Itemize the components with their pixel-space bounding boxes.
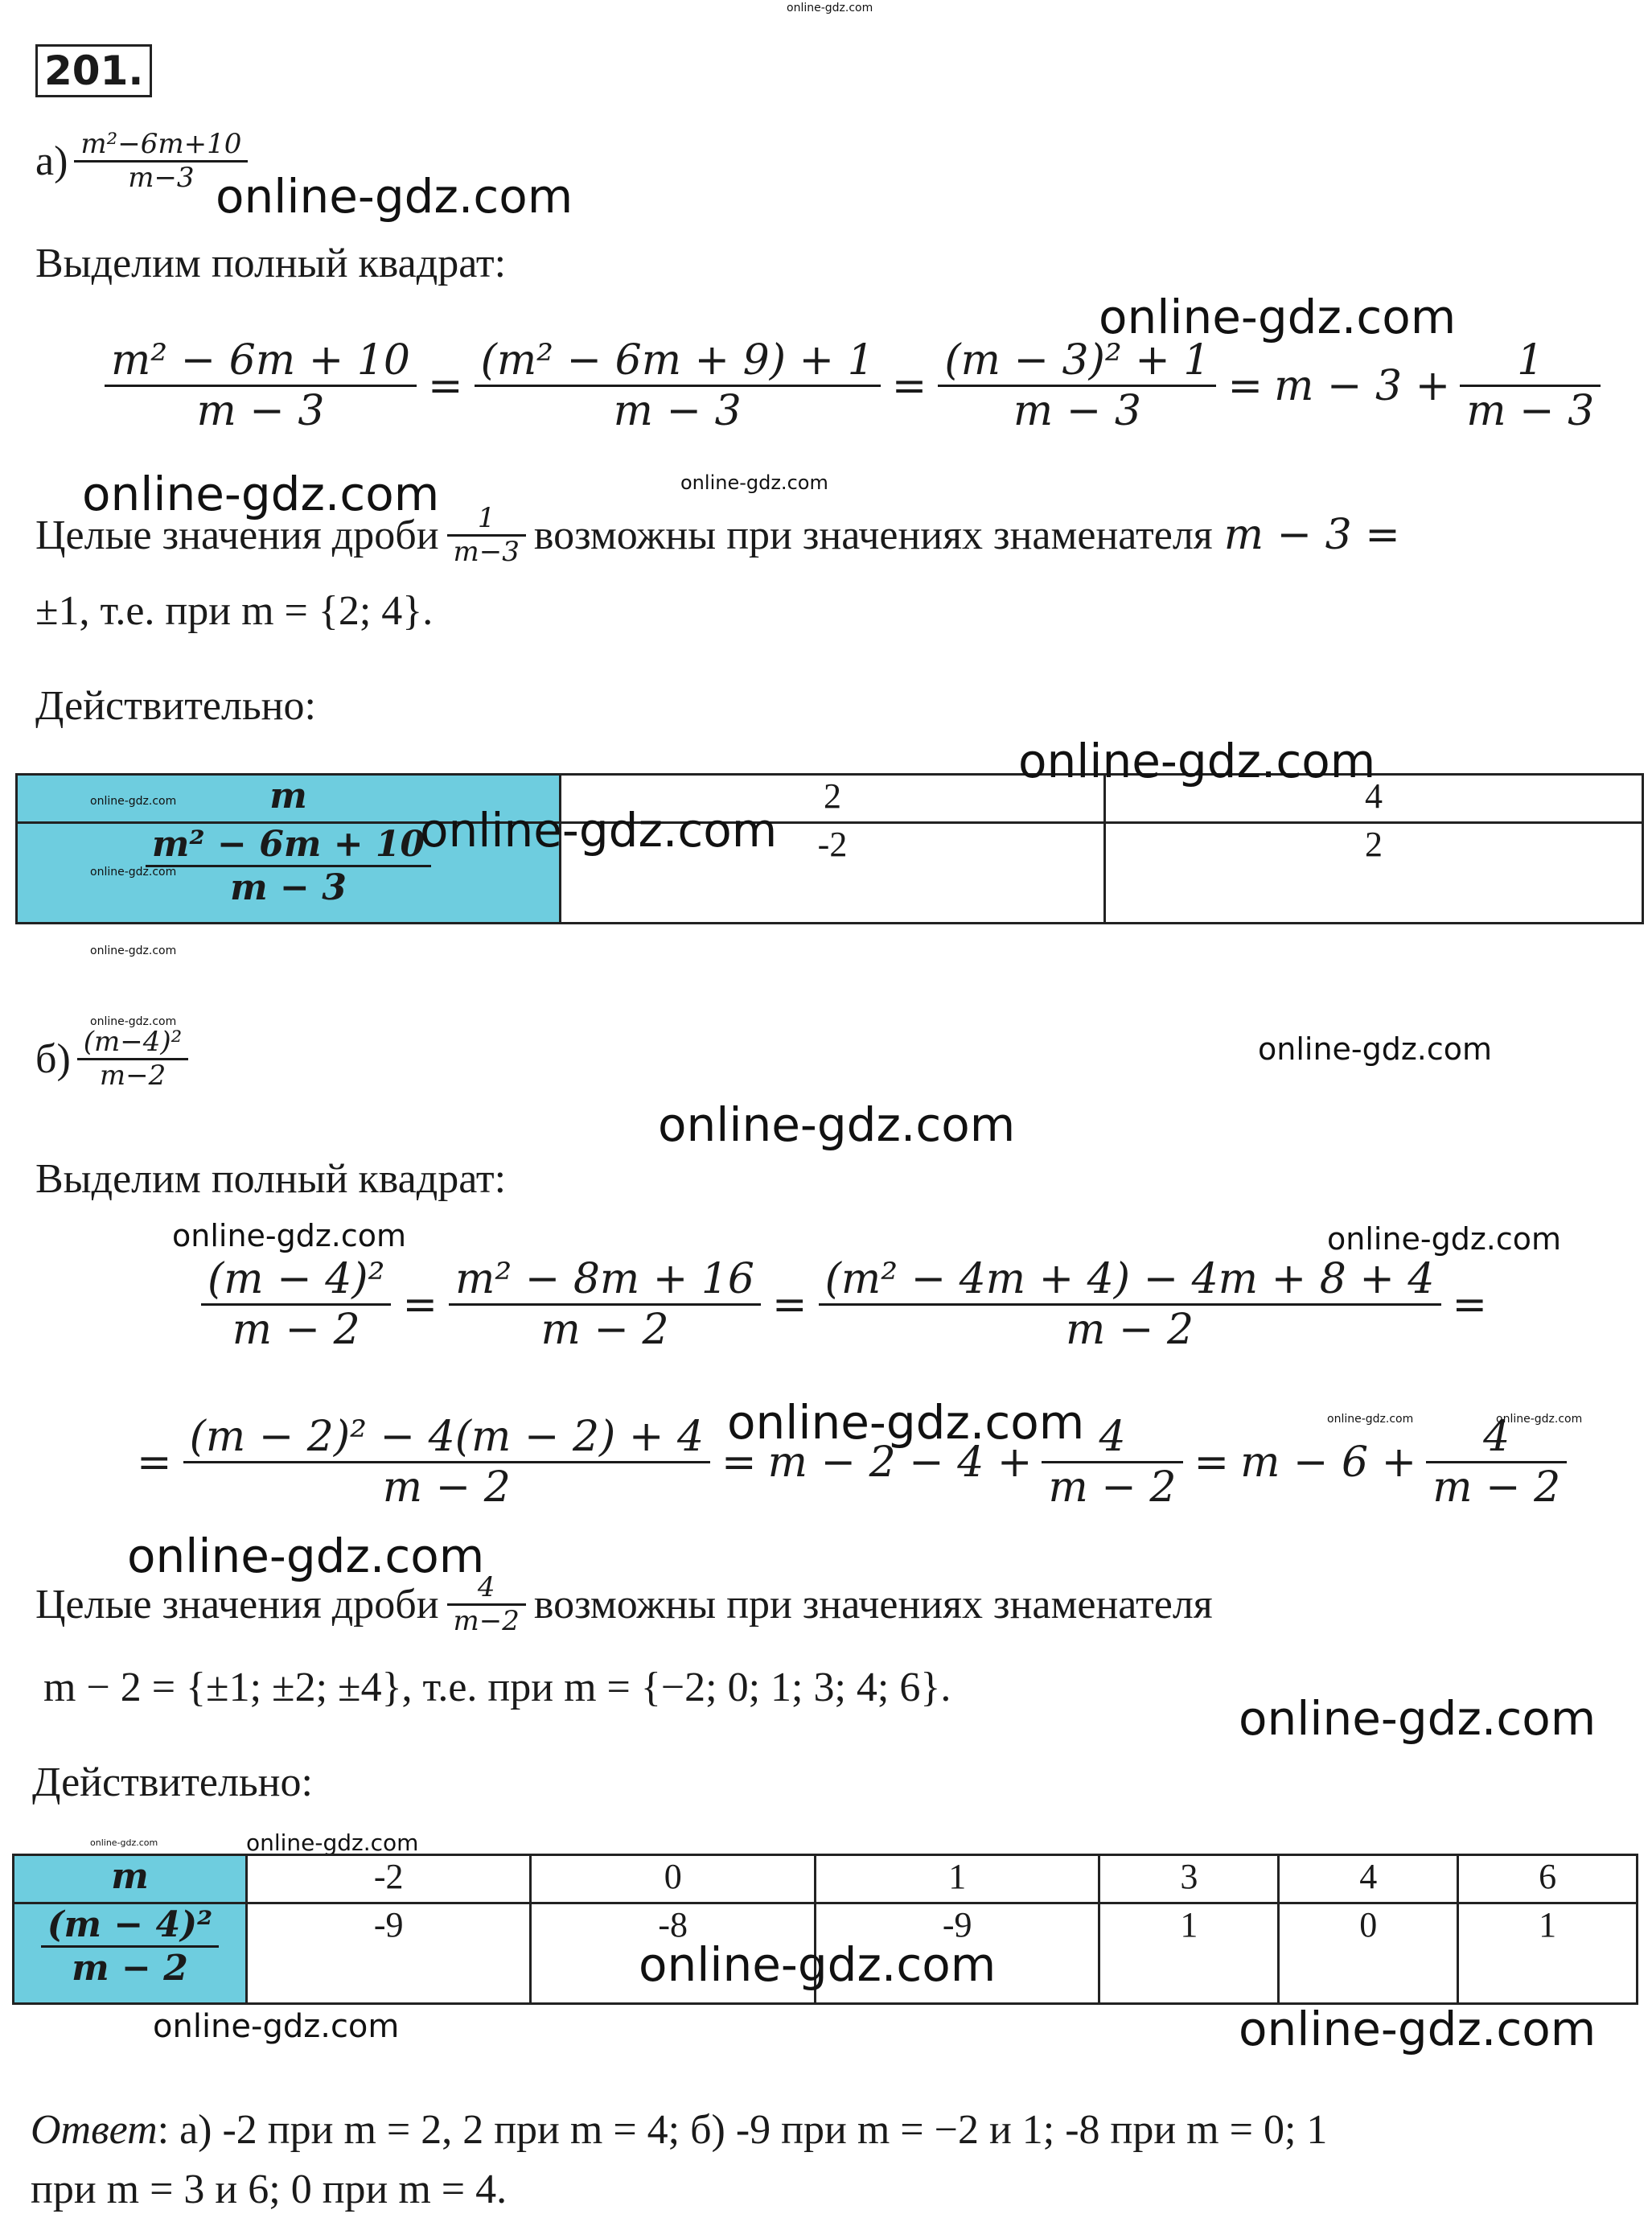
table-cell: 0 xyxy=(1279,1903,1458,2004)
table-cell: 2 xyxy=(1105,823,1643,924)
fraction-denominator: m − 3 xyxy=(196,387,325,435)
part-b-integer-text xyxy=(35,1572,1213,1637)
table-header-m: m xyxy=(14,1855,247,1903)
fraction-numerator: (m − 4)² xyxy=(201,1255,391,1306)
equation-term: m − 3 + xyxy=(1274,361,1451,410)
watermark: online-gdz.com xyxy=(90,1837,158,1848)
fraction-denominator: m − 2 xyxy=(540,1306,669,1354)
part-a-step-text: Выделим полный квадрат: xyxy=(35,241,507,286)
fraction-numerator: (m − 4)² xyxy=(41,1904,220,1948)
watermark: online-gdz.com xyxy=(1327,1413,1414,1426)
fraction-numerator: m² − 8m + 16 xyxy=(449,1255,761,1306)
answer-line-2: при m = 3 и 6; 0 при m = 4. xyxy=(31,2167,508,2212)
table-cell: 3 xyxy=(1099,1855,1279,1903)
watermark: online-gdz.com xyxy=(727,1395,1085,1450)
part-a-equation: $\frac{\text{m² − 6m + 10}}{m - 3}$ = $\frac{\text{(m² − 6m + 9) + 1}}{m - 3}$ = $\frac{\text{(m − 3)² + 1}}{m - 3}$ = m − 3 + $\frac{1}{m - 3}$ xyxy=(105,336,1601,435)
fraction-denominator: m−3 xyxy=(128,162,195,195)
table-cell: 4 xyxy=(1279,1855,1458,1903)
table-cell: 1 xyxy=(815,1855,1099,1903)
watermark: online-gdz.com xyxy=(1239,1691,1597,1746)
part-a-check-text: Действительно: xyxy=(35,683,316,729)
table-cell: 2 xyxy=(561,775,1105,823)
fraction-denominator: m − 2 xyxy=(382,1463,511,1512)
part-a-table xyxy=(15,773,1644,924)
text-span: Целые значения дроби xyxy=(35,512,439,558)
fraction-denominator: m − 2 xyxy=(1432,1463,1561,1512)
part-a-integer-line2: ±1, т.е. при m = {2; 4}. xyxy=(35,588,434,634)
text-span: Целые значения дроби xyxy=(35,1581,439,1628)
fraction-denominator: m−2 xyxy=(453,1605,520,1638)
part-b-equation-1: $\frac{\text{(m − 4)²}}{m - 2}$ = $\frac{\text{m² − 8m + 16}}{m - 2}$ = $\frac{\text{(m² − 4m + 4) − 4m + 8 + 4}}{m - 2}$ = xyxy=(201,1255,1498,1354)
table-header-m: m xyxy=(17,775,561,823)
fraction-denominator: m − 3 xyxy=(613,387,742,435)
part-b-equation-2: = $\frac{\text{(m − 2)² − 4(m − 2) + 4}}{m - 2}$ = m − 2 − 4 + $\frac{4}{m - 2}$ = m − 6 + $\frac{4}{m - 2}$ xyxy=(137,1413,1567,1512)
fraction-denominator: m − 2 xyxy=(1048,1463,1177,1512)
watermark: online-gdz.com xyxy=(1496,1413,1583,1426)
table-cell: -9 xyxy=(815,1903,1099,2004)
part-b-heading xyxy=(35,1027,188,1092)
fraction-numerator: (m² − 4m + 4) − 4m + 8 + 4 xyxy=(819,1255,1441,1306)
part-b-label: б) xyxy=(35,1035,71,1082)
fraction-numerator: 4 xyxy=(1426,1413,1567,1463)
equation-term: m − 6 + xyxy=(1240,1438,1417,1487)
table-cell: 0 xyxy=(531,1855,815,1903)
watermark: online-gdz.com xyxy=(1239,2002,1597,2056)
part-a-label: а) xyxy=(35,138,68,184)
fraction-denominator: m−3 xyxy=(453,536,520,569)
fraction-numerator: (m² − 6m + 9) + 1 xyxy=(475,336,881,387)
fraction-denominator: m − 3 xyxy=(1466,387,1595,435)
table-cell: 4 xyxy=(1105,775,1643,823)
answer-line-1 xyxy=(31,2106,1327,2154)
part-a-integer-text xyxy=(35,503,1400,568)
fraction-numerator: 4 xyxy=(1042,1413,1182,1463)
watermark: online-gdz.com xyxy=(246,1829,419,1856)
watermark: online-gdz.com xyxy=(172,1218,407,1253)
text-span: возможны при значениях знаменателя xyxy=(533,1581,1213,1628)
fraction-numerator: 1 xyxy=(1460,336,1601,387)
watermark: online-gdz.com xyxy=(639,1937,997,1992)
fraction-denominator: m − 2 xyxy=(72,1948,188,1989)
fraction-numerator: 4 xyxy=(447,1572,526,1606)
fraction-denominator: m − 3 xyxy=(1013,387,1141,435)
watermark: online-gdz.com xyxy=(1258,1031,1493,1067)
table-cell: 1 xyxy=(1099,1903,1279,2004)
watermark: online-gdz.com xyxy=(658,1097,1016,1152)
watermark: online-gdz.com xyxy=(1099,290,1457,344)
watermark: online-gdz.com xyxy=(787,2,873,14)
fraction-denominator: m−2 xyxy=(99,1060,166,1093)
watermark: online-gdz.com xyxy=(127,1529,485,1583)
part-b-check-text: Действительно: xyxy=(32,1759,313,1805)
part-b-expression xyxy=(77,1027,189,1092)
fraction-numerator: m² − 6m + 10 xyxy=(146,824,431,867)
answer-text: : а) -2 при m = 2, 2 при m = 4; б) -9 при m = −2 и 1; -8 при m = 0; 1 xyxy=(157,2107,1328,2153)
watermark: online-gdz.com xyxy=(90,866,177,879)
fraction-denominator: m − 3 xyxy=(230,867,347,908)
answer-label: Ответ xyxy=(31,2107,158,2153)
fraction-denominator: m − 2 xyxy=(232,1306,360,1354)
watermark: online-gdz.com xyxy=(82,467,440,521)
problem-number: 201. xyxy=(35,44,152,97)
fraction-numerator: (m − 3)² + 1 xyxy=(938,336,1216,387)
fraction-numerator: m²−6m+10 xyxy=(74,129,248,163)
watermark: online-gdz.com xyxy=(680,471,828,494)
watermark: online-gdz.com xyxy=(90,795,177,808)
fraction-numerator: m² − 6m + 10 xyxy=(105,336,417,387)
watermark: online-gdz.com xyxy=(1018,734,1376,788)
watermark: online-gdz.com xyxy=(216,169,573,224)
table-header-fraction xyxy=(14,1903,247,2004)
fraction-numerator: 1 xyxy=(447,503,526,537)
text-span: m − 3 = xyxy=(1223,510,1400,559)
text-span: возможны при значениях знаменателя xyxy=(533,512,1213,558)
table-cell: -2 xyxy=(561,823,1105,924)
table-cell: -2 xyxy=(247,1855,531,1903)
part-b-integer-line2: m − 2 = {±1; ±2; ±4}, т.е. при m = {−2; 0; 1; 3; 4; 6}. xyxy=(43,1665,951,1710)
fraction-numerator: (m − 2)² − 4(m − 2) + 4 xyxy=(183,1413,710,1463)
table-cell: 6 xyxy=(1458,1855,1638,1903)
watermark: online-gdz.com xyxy=(1327,1221,1562,1257)
watermark: online-gdz.com xyxy=(90,944,177,957)
watermark: online-gdz.com xyxy=(420,803,778,858)
table-cell: -9 xyxy=(247,1903,531,2004)
watermark: online-gdz.com xyxy=(153,2008,400,2045)
table-cell: -8 xyxy=(531,1903,815,2004)
table-cell: 1 xyxy=(1458,1903,1638,2004)
fraction-denominator: m − 2 xyxy=(1066,1306,1194,1354)
watermark: online-gdz.com xyxy=(90,1015,177,1028)
part-b-step-text: Выделим полный квадрат: xyxy=(35,1156,507,1202)
fraction-numerator: (m−4)² xyxy=(77,1027,189,1060)
equation-term: m − 2 − 4 + xyxy=(767,1438,1033,1487)
